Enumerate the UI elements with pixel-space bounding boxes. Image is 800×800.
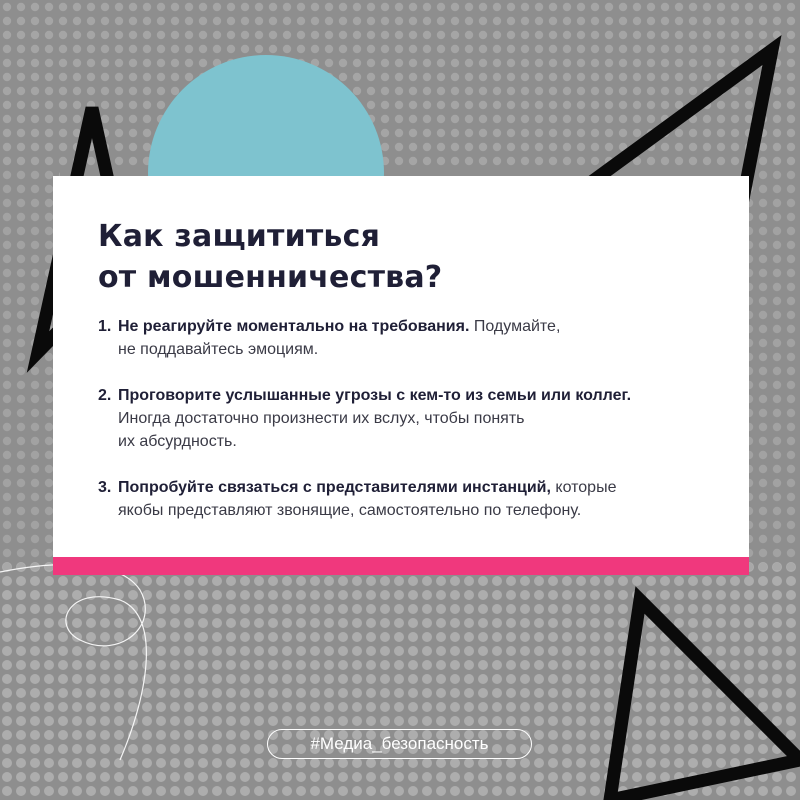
card-title bbox=[98, 216, 442, 298]
item-bold-text: Не реагируйте моментально на требования. bbox=[118, 318, 470, 335]
title-line-2: от мошенничества? bbox=[98, 260, 443, 295]
list-item bbox=[98, 384, 718, 453]
list-item bbox=[98, 315, 718, 361]
item-number: 2. bbox=[98, 387, 112, 404]
item-regular-inline: Подумайте, bbox=[469, 318, 561, 335]
item-regular-line: Иногда достаточно произнести их вслух, чтобы понять bbox=[118, 410, 525, 427]
bottom-right-triangle bbox=[610, 600, 800, 800]
item-regular-line: якобы представляют звонящие, самостоятельно по телефону. bbox=[118, 502, 582, 519]
tips-list bbox=[98, 315, 718, 545]
item-regular-inline: которые bbox=[550, 479, 617, 496]
title-line-1: Как защититься bbox=[98, 219, 381, 254]
item-number: 1. bbox=[98, 318, 112, 335]
info-card bbox=[53, 176, 749, 557]
item-number: 3. bbox=[98, 479, 112, 496]
pink-accent-strip bbox=[53, 557, 749, 575]
item-bold-text: Попробуйте связаться с представителями инстанций, bbox=[118, 479, 551, 496]
item-regular-line: не поддавайтесь эмоциям. bbox=[118, 341, 319, 358]
hashtag-badge: #Медиа_безопасность bbox=[267, 729, 532, 759]
item-bold-text: Проговорите услышанные угрозы с кем-то из семьи или коллег. bbox=[118, 387, 632, 404]
item-regular-line: их абсурдность. bbox=[118, 433, 237, 450]
thin-curve-line bbox=[0, 565, 146, 760]
list-item bbox=[98, 476, 718, 522]
